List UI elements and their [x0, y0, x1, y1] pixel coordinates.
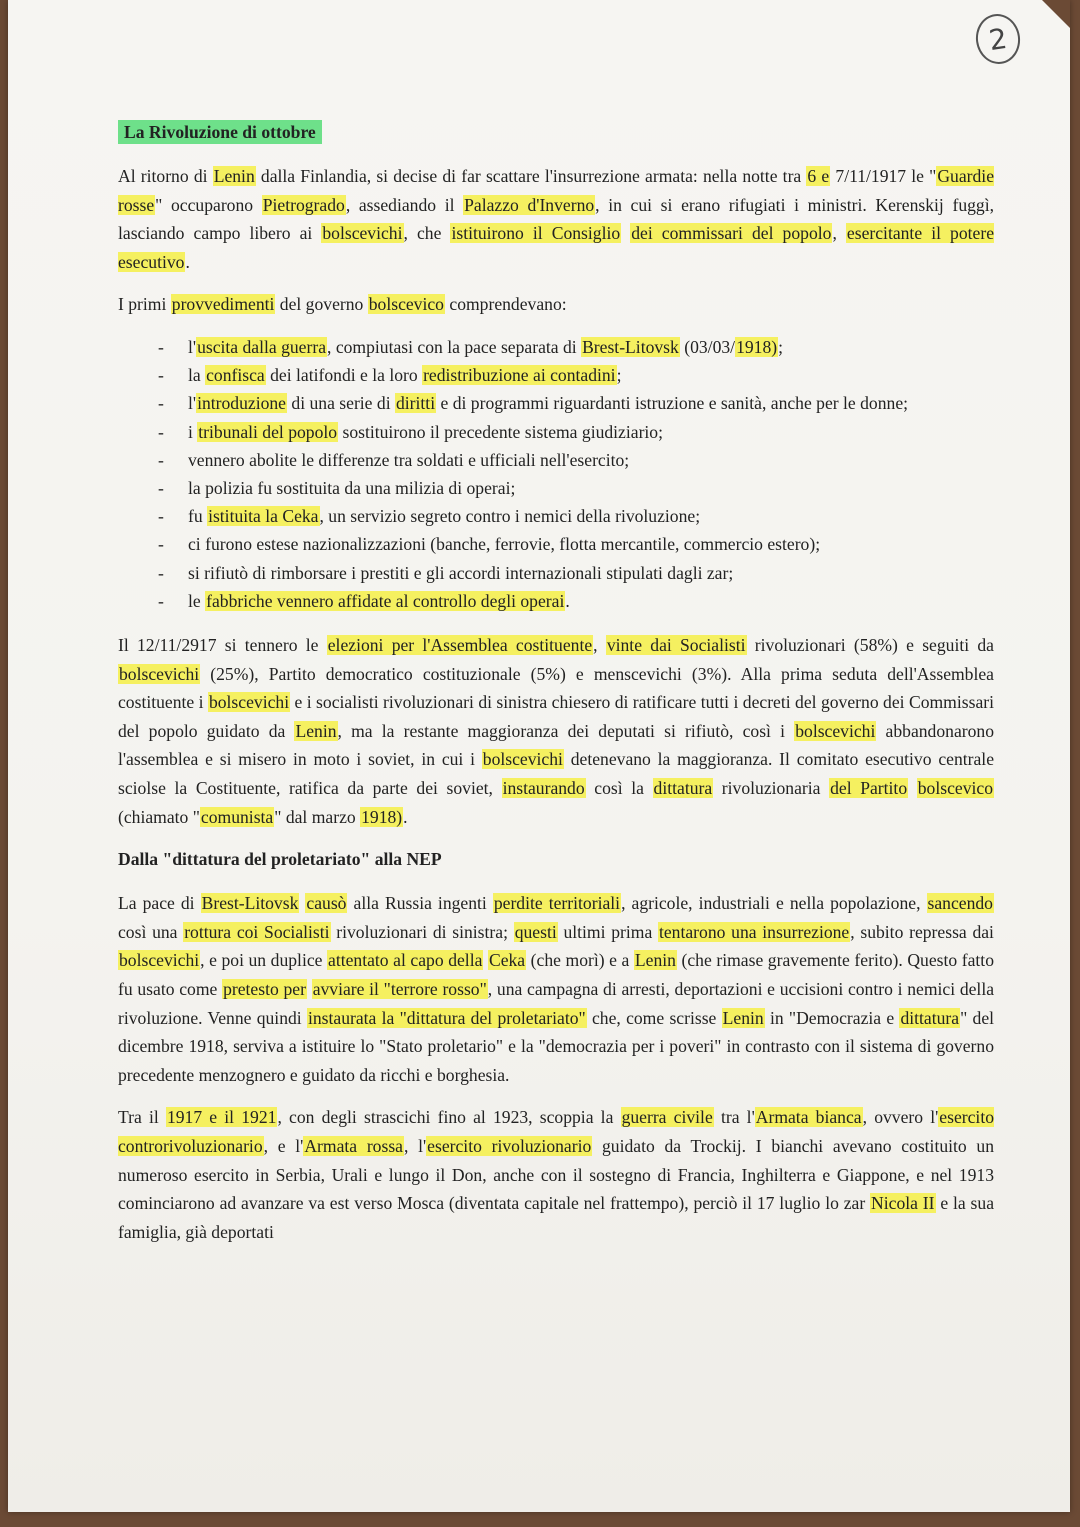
highlight: esercitante il potere esecutivo: [118, 223, 995, 272]
list-item: - ci furono estese nazionalizzazioni (banche, ferrovie, flotta mercantile, commercio estero);: [158, 530, 994, 558]
list-item: - si rifiutò di rimborsare i prestiti e gli accordi internazionali stipulati dagli zar;: [158, 559, 994, 587]
highlight: Guardie rosse: [118, 166, 995, 215]
paragraph-3: Il 12/11/2917 si tennero le elezioni per l'Assemblea costituente, vinte dai Socialisti rivoluzionari (58%) e seguiti da bolscevichi (25%), Partito democratico costituzionale (5%) e menscevichi (3%). Alla prima seduta dell'Assemblea costituente i bolscevichi e i socialisti rivoluzionari di sinistra chiesero di ratificare tutti i decreti del governo dei Commissari del popolo guidato da Lenin, ma la restante maggioranza dei deputati si rifiutò, così i bolscevichi abbandonarono l'assemblea e si misero in moto i soviet, in cui i bolscevichi detenevano la maggioranza. Il comitato esecutivo centrale sciolse la Costituente, ratifica da parte dei soviet, instaurando così la dittatura rivoluzionaria del Partito bolscevico (chiamato "comunista" dal marzo 1918).: [118, 635, 995, 827]
highlight: Palazzo d'Inverno: [464, 194, 595, 215]
list-item: - la polizia fu sostituita da una milizia di operai;: [158, 474, 994, 502]
highlight: tentarono una insurrezione: [658, 921, 850, 942]
highlight: instaurata la "dittatura del proletariato": [307, 1007, 586, 1028]
highlight: perdite territoriali: [493, 893, 621, 914]
highlight: confisca: [206, 365, 265, 386]
list-item: - i tribunali del popolo sostituirono il precedente sistema giudiziario;: [158, 418, 994, 446]
highlight: bolscevico: [368, 294, 444, 315]
highlight: 1917 e il 1921: [166, 1107, 277, 1128]
highlight: dittatura: [900, 1007, 960, 1028]
highlight: instaurando: [502, 777, 585, 798]
highlight: elezioni per l'Assemblea costituente: [327, 635, 593, 655]
paragraph-2: I primi provvedimenti del governo bolscevico comprendevano:: [118, 294, 567, 315]
highlight: Lenin: [722, 1007, 764, 1028]
highlight: bolscevichi: [482, 749, 563, 770]
page-number: 2: [973, 11, 1024, 67]
highlight: bolscevichi: [119, 663, 200, 684]
highlight: vinte dai Socialisti: [606, 635, 746, 655]
highlight: esercito controrivoluzionario: [118, 1107, 995, 1156]
highlight: questi: [514, 921, 557, 942]
highlight: istituirono il Consiglio: [451, 223, 621, 244]
highlight: attentato al capo della: [328, 950, 483, 971]
highlight: causò: [306, 893, 347, 914]
highlight: del Partito: [830, 777, 908, 798]
list-item: - l'introduzione di una serie di diritti e di programmi riguardanti istruzione e sanità, anche per le donne;: [158, 389, 994, 417]
highlight: rottura coi Socialisti: [184, 921, 330, 942]
paragraph-5: Tra il 1917 e il 1921, con degli strascichi fino al 1923, scoppia la guerra civile tra l'Armata bianca, ovvero l'esercito controrivoluzionario, e l'Armata rossa, l'esercito rivoluzionario guidato da Trockij. I bianchi avevano costituito un numeroso esercito in Serbia, Urali e lungo il Don, anche con il sostegno di Francia, Inghilterra e Giappone, e nel 1913 cominciarono ad avanzare va est verso Mosca (diventata capitale nel frattempo), perciò il 17 luglio lo zar Nicola II e la sua famiglia, già deportati: [118, 1107, 995, 1242]
highlight: bolscevichi: [322, 223, 403, 244]
highlight: Lenin: [213, 166, 255, 186]
highlight: comunista: [200, 806, 274, 827]
highlight: pretesto per: [223, 978, 306, 999]
highlight: Lenin: [634, 950, 676, 971]
paper-sheet: [8, 0, 1070, 1512]
highlight: Brest-Litovsk: [201, 893, 299, 914]
highlight: dei commissari del popolo: [631, 223, 832, 244]
list-item: - le fabbriche vennero affidate al controllo degli operai.: [158, 587, 994, 615]
measures-list: [118, 333, 994, 615]
highlight: Nicola II: [871, 1193, 935, 1214]
list-item: - la confisca dei latifondi e la loro redistribuzione ai contadini;: [158, 361, 994, 389]
highlight: avviare il "terrore rosso": [312, 978, 487, 999]
highlight: 1918): [361, 806, 403, 827]
highlight: esercito rivoluzionario: [427, 1135, 592, 1156]
highlight: bolscevichi: [208, 692, 290, 713]
highlight: provvedimenti: [171, 294, 275, 315]
highlight: Armata bianca: [755, 1107, 862, 1128]
highlight: uscita dalla guerra: [197, 336, 327, 357]
list-item: - vennero abolite le differenze tra soldati e ufficiali nell'esercito;: [158, 446, 994, 474]
paragraph-1: Al ritorno di Lenin dalla Finlandia, si decise di far scattare l'insurrezione armata: nella notte tra 6 e 7/11/1917 le "Guardie rosse" occuparono Pietrogrado, assediando il Palazzo d'Inverno, in cui si erano rifugiati i ministri. Kerenskij fuggì, lasciando campo libero ai bolscevichi, che istituirono il Consiglio dei commissari del popolo, esercitante il potere esecutivo.: [118, 166, 995, 272]
section-title-2: Dalla "dittatura del proletariato" alla NEP: [118, 849, 442, 870]
highlight: introduzione: [197, 393, 286, 414]
paragraph-4: La pace di Brest-Litovsk causò alla Russia ingenti perdite territoriali, agricole, industriali e nella popolazione, sancendo così una rottura coi Socialisti rivoluzionari di sinistra; questi ultimi prima tentarono una insurrezione, subito repressa dai bolscevichi, e poi un duplice attentato al capo della Ceka (che morì) e a Lenin (che rimase gravemente ferito). Questo fatto fu usato come pretesto per avviare il "terrore rosso", una campagna di arresti, deportazioni e uccisioni contro i nemici della rivoluzione. Venne quindi instaurata la "dittatura del proletariato" che, come scrisse Lenin in "Democrazia e dittatura" del dicembre 1918, serviva a istituire lo "Stato proletario" e la "democrazia per i poveri" in contrasto con il sistema di governo precedente menzognero e guidato da ricchi e borghesia.: [118, 893, 995, 1085]
list-item: - l'uscita dalla guerra, compiutasi con la pace separata di Brest-Litovsk (03/03/1918);: [158, 333, 994, 361]
highlight: bolscevichi: [119, 950, 200, 971]
highlight: redistribuzione ai contadini: [423, 365, 616, 386]
highlight: dittatura: [653, 777, 713, 798]
highlight: diritti: [395, 393, 436, 414]
highlight: Armata rossa: [304, 1135, 403, 1156]
highlight: guerra civile: [621, 1107, 713, 1128]
highlight: Lenin: [295, 720, 337, 741]
highlight: Ceka: [488, 950, 526, 971]
highlight: fabbriche vennero affidate al controllo degli operai: [206, 590, 565, 611]
page-corner: [1042, 0, 1070, 28]
highlight: bolscevico: [917, 777, 993, 798]
section-title-1: La Rivoluzione di ottobre: [118, 118, 994, 146]
highlight: 1918): [736, 336, 778, 357]
highlight: Brest-Litovsk: [582, 336, 679, 357]
document-body: [118, 118, 994, 1260]
highlight: tribunali del popolo: [198, 421, 338, 442]
highlight: sancendo: [927, 893, 993, 914]
list-item: - fu istituita la Ceka, un servizio segreto contro i nemici della rivoluzione;: [158, 502, 994, 530]
highlight: Pietrogrado: [262, 194, 345, 215]
highlight: istituita la Ceka: [208, 506, 319, 527]
highlight: 6 e: [807, 166, 830, 186]
highlight: bolscevichi: [795, 720, 876, 741]
